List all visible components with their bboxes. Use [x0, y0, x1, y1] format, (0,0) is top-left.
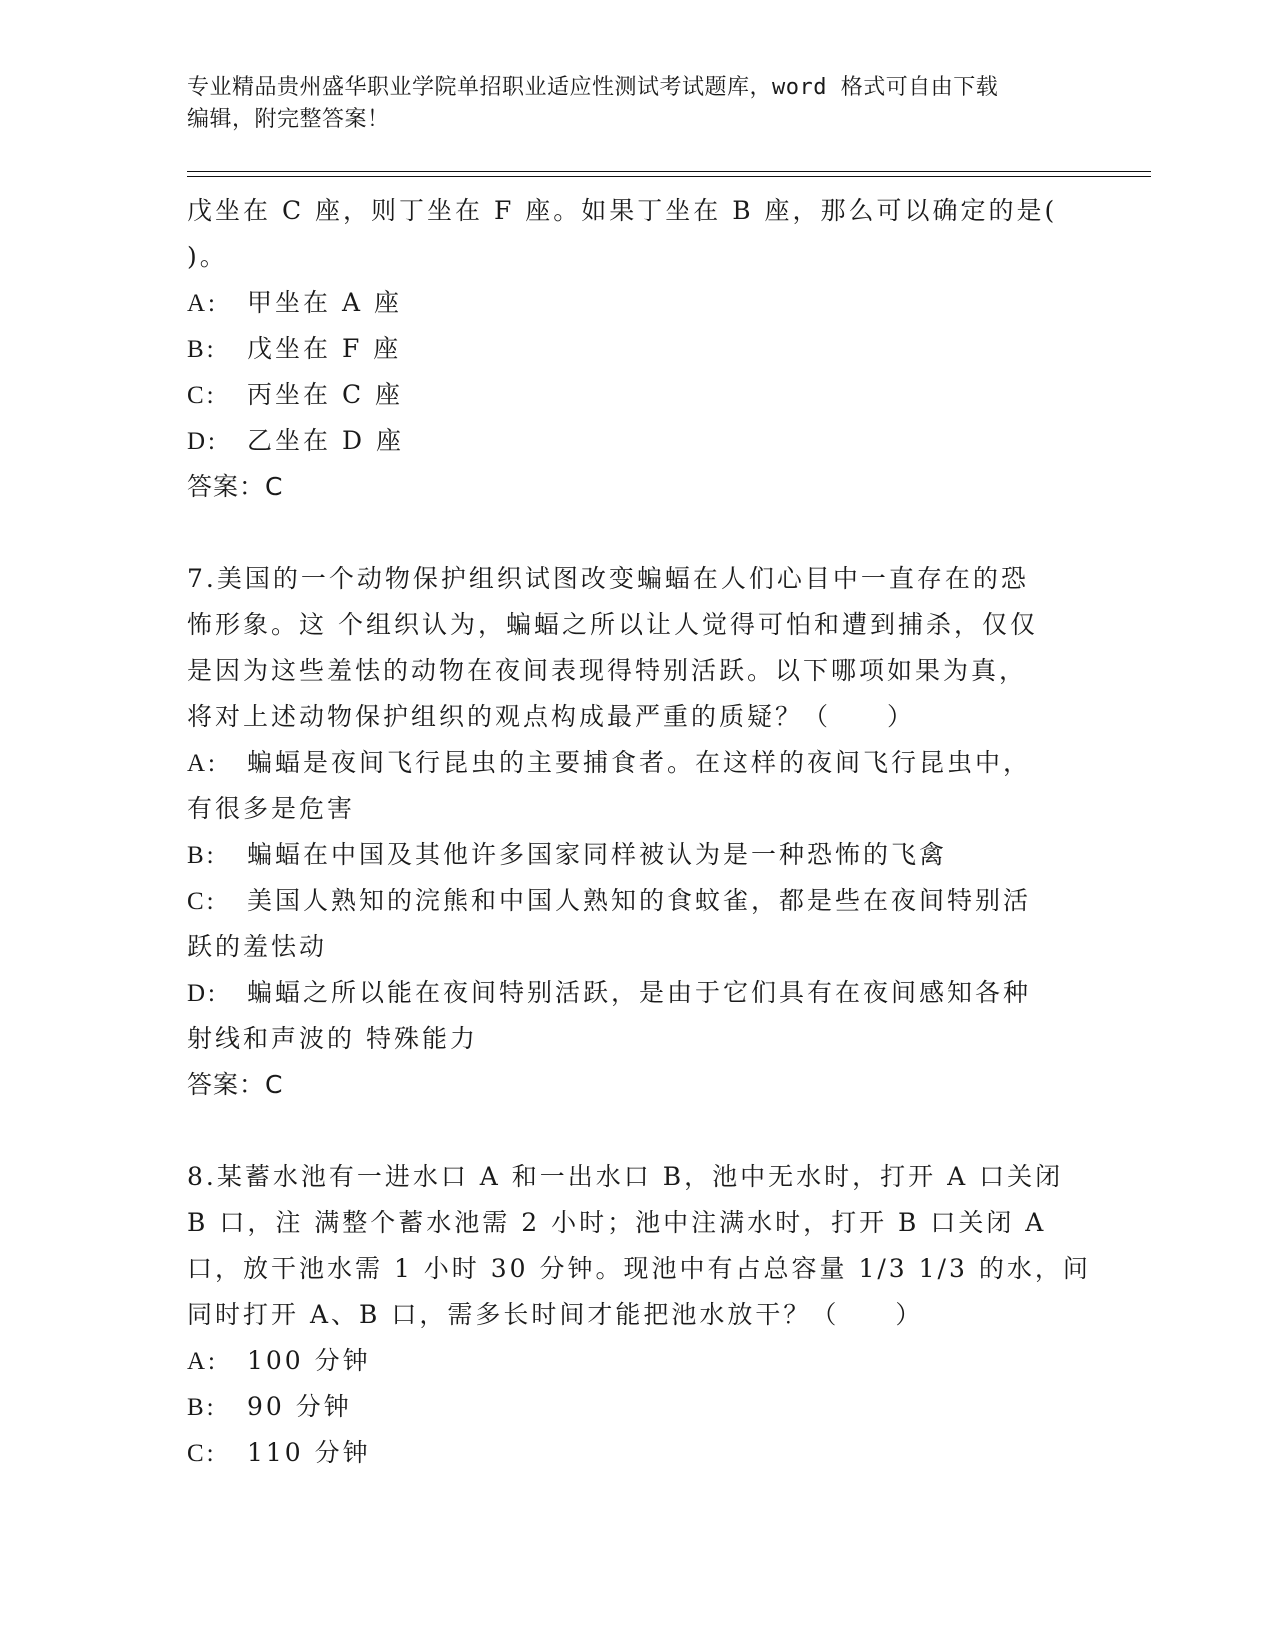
answer-label: 答案：C	[187, 1070, 284, 1099]
answer-label: 答案：C	[187, 472, 284, 501]
question-stem-line: 口，放干池水需 1 小时 30 分钟。现池中有占总容量 1/3 1/3 的水，问	[187, 1254, 1091, 1283]
option-letter: B:	[187, 842, 217, 869]
option-letter: C:	[187, 888, 217, 915]
option-a	[187, 280, 1087, 326]
question-7	[187, 556, 1087, 1108]
option-letter: A:	[187, 750, 218, 777]
option-letter: D:	[187, 980, 218, 1007]
option-b	[187, 832, 1087, 878]
option-b	[187, 326, 1087, 372]
option-text: 蝙蝠在中国及其他许多国家同样被认为是一种恐怖的飞禽	[247, 840, 948, 869]
option-d	[187, 418, 1087, 464]
question-content	[187, 188, 1091, 1476]
question-stem-line: 将对上述动物保护组织的观点构成最严重的质疑？（ ）	[187, 702, 916, 731]
option-letter: A:	[187, 1348, 218, 1375]
option-letter: C:	[187, 1440, 217, 1467]
question-stem-line: 8.某蓄水池有一进水口 A 和一出水口 B，池中无水时，打开 A 口关闭	[187, 1162, 1064, 1191]
option-text: 蝙蝠之所以能在夜间特别活跃，是由于它们具有在夜间感知各种	[247, 978, 1032, 1007]
option-c	[187, 1430, 1087, 1476]
option-text: 乙坐在 D 座	[247, 426, 404, 455]
option-letter: B:	[187, 336, 217, 363]
question-stem-line: 戊坐在 C 座，则丁坐在 F 座。如果丁坐在 B 座，那么可以确定的是(	[187, 196, 1058, 225]
question-stem-line: 7.美国的一个动物保护组织试图改变蝙蝠在人们心目中一直存在的恐	[187, 564, 1029, 593]
header-rule-top	[187, 171, 1151, 172]
option-letter: B:	[187, 1394, 217, 1421]
page-header	[187, 72, 1087, 136]
option-d	[187, 970, 1087, 1016]
question-stem-line: 怖形象。这 个组织认为，蝙蝠之所以让人觉得可怕和遭到捕杀，仅仅	[187, 610, 1038, 639]
option-text: 100 分钟	[247, 1346, 371, 1375]
header-line-1: 专业精品贵州盛华职业学院单招职业适应性测试考试题库，word 格式可自由下载	[187, 75, 999, 100]
question-stem-line: 是因为这些羞怯的动物在夜间表现得特别活跃。以下哪项如果为真，	[187, 656, 1028, 685]
question-6	[187, 188, 1087, 510]
option-text: 蝙蝠是夜间飞行昆虫的主要捕食者。在这样的夜间飞行昆虫中，	[247, 748, 1032, 777]
option-a	[187, 740, 1087, 786]
header-line-2: 编辑，附完整答案！	[187, 107, 390, 132]
question-stem-line: 同时打开 A、B 口，需多长时间才能把池水放干？（ ）	[187, 1300, 924, 1329]
option-text: 甲坐在 A 座	[247, 288, 402, 317]
spacer	[187, 1108, 1087, 1154]
option-c	[187, 372, 1087, 418]
option-letter: C:	[187, 382, 217, 409]
option-text: 丙坐在 C 座	[247, 380, 404, 409]
option-c	[187, 878, 1087, 924]
spacer	[187, 510, 1087, 556]
question-stem-line: B 口，注 满整个蓄水池需 2 小时；池中注满水时，打开 B 口关闭 A	[187, 1208, 1047, 1237]
option-d-continuation: 射线和声波的 特殊能力	[187, 1024, 478, 1053]
question-stem-line: )。	[187, 242, 228, 271]
option-text: 110 分钟	[247, 1438, 371, 1467]
option-letter: D:	[187, 428, 218, 455]
header-rule-bottom	[187, 176, 1151, 177]
question-8	[187, 1154, 1091, 1476]
option-a-continuation: 有很多是危害	[187, 794, 356, 823]
option-letter: A:	[187, 290, 218, 317]
option-text: 戊坐在 F 座	[247, 334, 402, 363]
option-b	[187, 1384, 1087, 1430]
option-text: 90 分钟	[247, 1392, 352, 1421]
option-text: 美国人熟知的浣熊和中国人熟知的食蚊雀，都是些在夜间特别活	[247, 886, 1032, 915]
option-a	[187, 1338, 1087, 1384]
option-c-continuation: 跃的羞怯动	[187, 932, 328, 961]
